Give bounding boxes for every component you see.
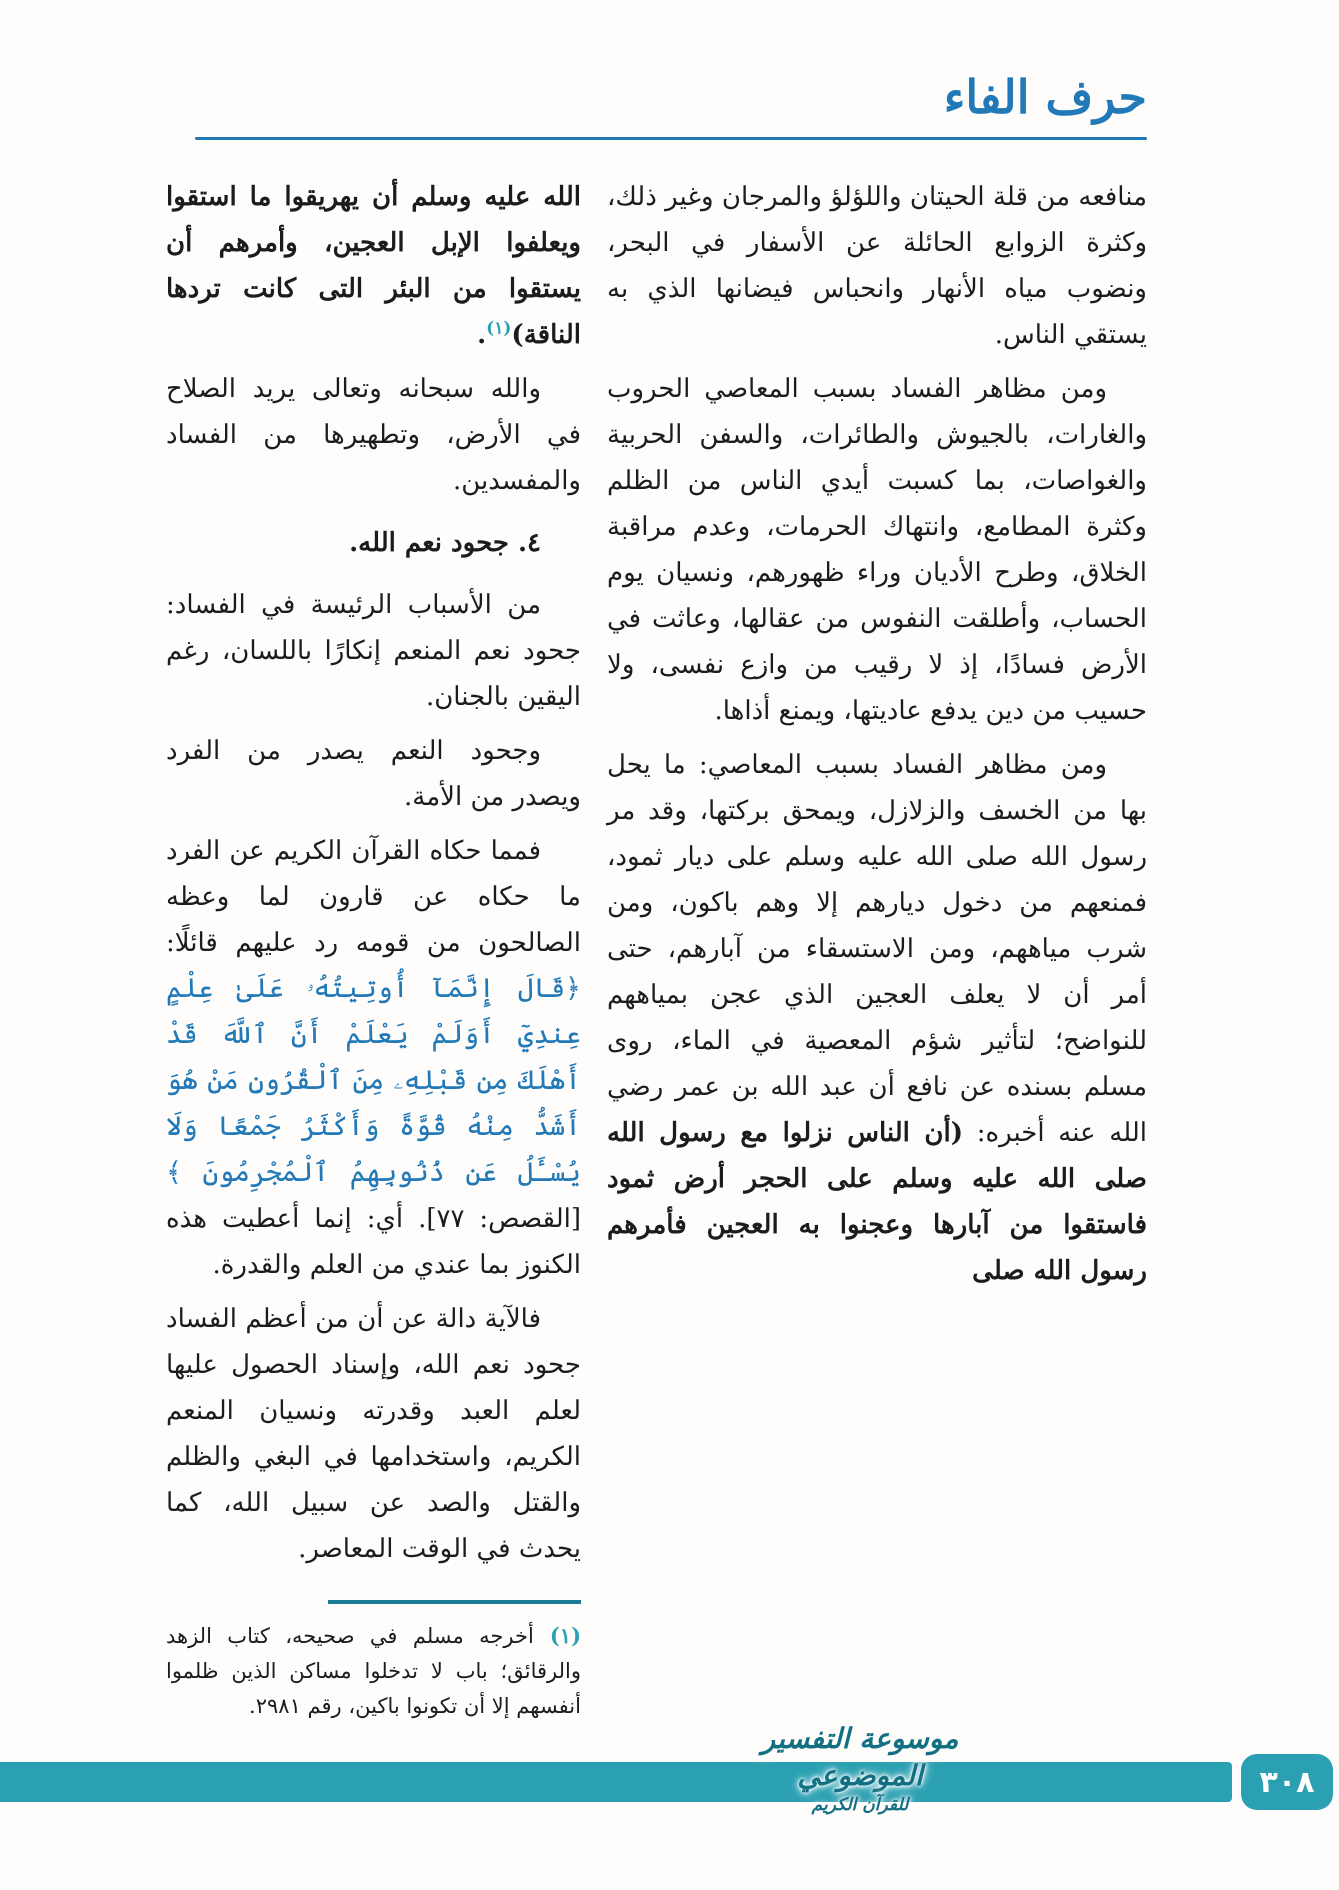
paragraph: وجحود النعم يصدر من الفرد ويصدر من الأمة.: [166, 736, 581, 813]
quran-verse: ﴿قَالَ إِنَّمَآ أُوتِيتُهُۥ عَلَىٰ عِلْمٍ عِندِيٓ أَوَلَمْ يَعْلَمْ أَنَّ ٱللَّهَ قَدْ أَهْلَكَ مِن قَبْلِهِۦ مِنَ ٱلْقُرُونِ مَنْ هُوَ أَشَدُّ مِنْهُ قُوَّةً وَأَكْثَرُ جَمْعًا وَلَا يُسْـَٔلُ عَن ذُنُوبِهِمُ ٱلْمُجْرِمُونَ ﴾: [166, 973, 581, 1189]
publisher-logo-title: موسوعة التفسير الموضوعي: [761, 1722, 959, 1792]
sentence-period: .: [477, 320, 487, 351]
paragraph: منافعه من قلة الحيتان واللؤلؤ والمرجان وغير ذلك، وكثرة الزوابع الحائلة عن الأسفار في البحر، ونضوب مياه الأنهار وانحباس فيضانها الذي به يستقي الناس.: [607, 182, 1147, 351]
footer-bar: [0, 1762, 1232, 1802]
hadith-quote: (أن الناس نزلوا مع رسول الله صلى الله عليه وسلم على الحجر أرض ثمود فاستقوا من آبارها وعجنوا به العجين فأمرهم رسول الله صلى: [607, 1118, 1147, 1287]
section-heading: ٤. جحود نعم الله.: [349, 528, 541, 559]
paragraph: والله سبحانه وتعالى يريد الصلاح في الأرض، وتطهيرها من الفساد والمفسدين.: [166, 374, 581, 497]
paragraph: ومن مظاهر الفساد بسبب المعاصي الحروب والغارات، بالجيوش والطائرات، والسفن الحربية والغواصات، بما كسبت أيدي الناس من الظلم وكثرة المطامع، وانتهاك الحرمات، وعدم مراقبة الخلاق، وطرح الأديان وراء ظهورهم، ونسيان يوم الحساب، وأطلقت النفوس من عقالها، وعاثت في الأرض فسادًا، إذ لا رقيب من وازع نفسى، ولا حسيب من دين يدفع عاديتها، ويمنع أذاها.: [607, 374, 1147, 727]
paragraph-text: أي: إنما أعطيت هذه الكنوز بما عندي من العلم والقدرة.: [166, 1204, 581, 1281]
publisher-logo-subtitle: للقرآن الكريم: [811, 1794, 909, 1815]
publisher-logo: [745, 1721, 975, 1816]
footnote-reference: (١): [486, 318, 512, 339]
verse-reference: [القصص: ٧٧].: [403, 1204, 581, 1235]
footnote-marker: (١): [533, 1623, 581, 1649]
paragraph: من الأسباب الرئيسة في الفساد: جحود نعم المنعم إنكارًا باللسان، رغم اليقين بالجنان.: [166, 590, 581, 713]
footnote-body: أخرجه مسلم في صحيحه، كتاب الزهد والرقائق؛ باب لا تدخلوا مساكن الذين ظلموا أنفسهم إلا أن تكونوا باكين، رقم ٢٩٨١.: [166, 1624, 581, 1719]
paragraph-with-verse: [166, 828, 581, 1288]
left-column: [166, 174, 581, 1724]
paragraph: فالآية دالة عن أن من أعظم الفساد جحود نعم الله، وإسناد الحصول عليها لعلم العبد وقدرته ونسيان المنعم الكريم، واستخدامها في البغي والظلم والقتل والصد عن سبيل الله، كما يحدث في الوقت المعاصر.: [166, 1304, 581, 1565]
hadith-text: الله عليه وسلم أن يهريقوا ما استقوا ويعلفوا الإبل العجين، وأمرهم أن يستقوا من البئر التى كانت تردها الناقة): [166, 182, 581, 351]
footnote-block: [166, 1600, 581, 1724]
page-header: [0, 0, 1339, 125]
paragraph-text: فمما حكاه القرآن الكريم عن الفرد ما حكاه عن قارون لما وعظه الصالحون من قومه رد عليهم قائلًا:: [166, 836, 581, 959]
footnote-text: [166, 1618, 581, 1724]
text-columns: [0, 140, 1339, 1724]
paragraph-with-hadith: [607, 742, 1147, 1294]
page-number: ٣٠٨: [1259, 1764, 1315, 1800]
hadith-continuation: [166, 174, 581, 358]
page-number-badge: [1241, 1754, 1333, 1810]
paragraph-text: ومن مظاهر الفساد بسبب المعاصي: ما يحل بها من الخسف والزلازل، ويمحق بركتها، وقد مر رسول الله صلى الله عليه وسلم على ديار ثمود، فمنعهم من دخول ديارهم إلا وهم باكون، ومن شرب مياههم، ومن الاستسقاء من آبارهم، حتى أمر أن لا يعلف العجين الذي عجن بمياههم للنواضح؛ لتأثير شؤم المعصية في الماء، روى مسلم بسنده عن نافع أن عبد الله بن عمر رضي الله عنه أخبره:: [607, 750, 1147, 1149]
footnote-separator: [328, 1600, 581, 1604]
chapter-title: حرف الفاء: [943, 70, 1147, 124]
right-column: [607, 174, 1147, 1302]
